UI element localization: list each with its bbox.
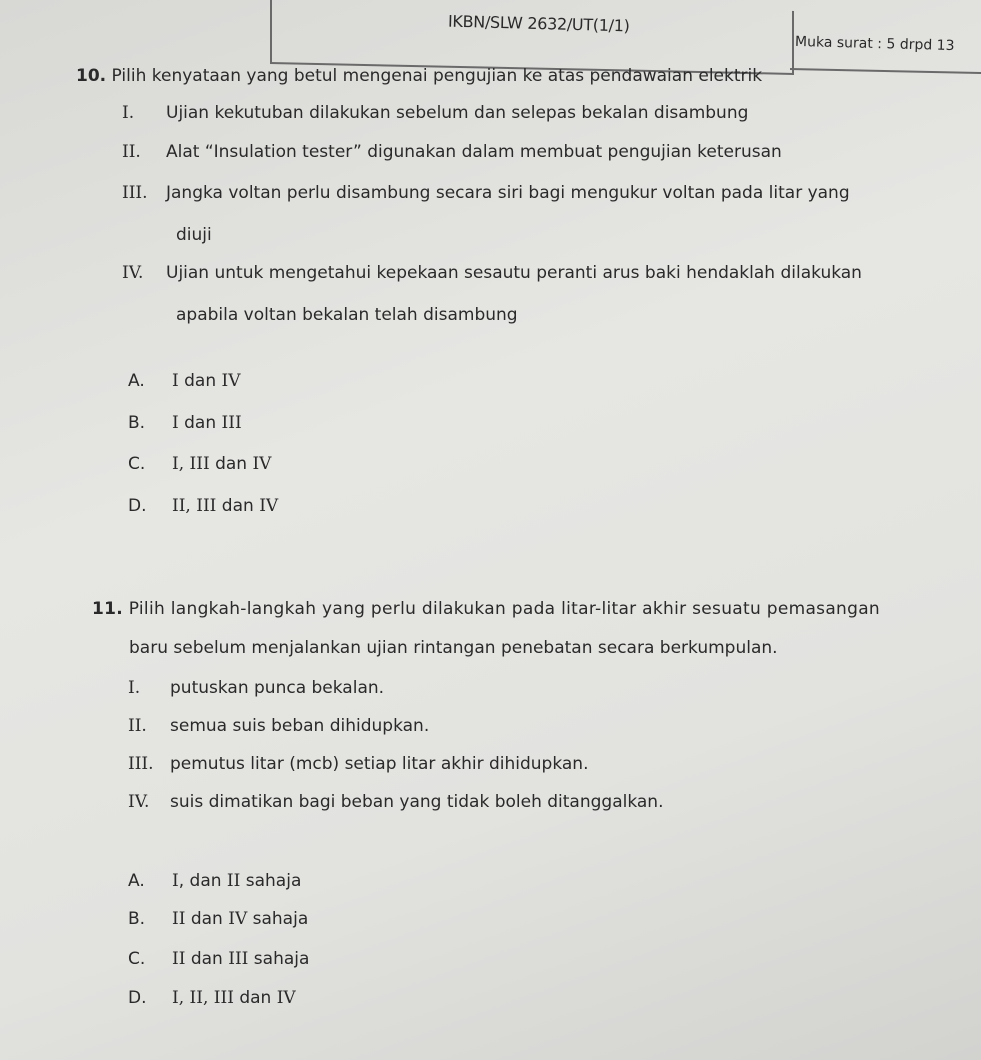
option-b[interactable]: B. II dan IV sahaja — [128, 909, 309, 929]
statement-i — [128, 678, 384, 698]
statement-roman: I. — [128, 678, 141, 698]
statement-roman: III. — [122, 183, 148, 203]
statement-text: Alat “Insulation tester” digunakan dalam membuat pengujian keterusan — [166, 142, 782, 162]
statement-text: putuskan punca bekalan. — [170, 678, 385, 698]
option-letter: A. — [128, 871, 145, 891]
question-10-stem — [76, 68, 762, 85]
statement-iv-cont: apabila voltan bekalan telah disambung — [176, 305, 518, 325]
option-letter: C. — [128, 454, 146, 474]
option-letter: D. — [128, 988, 147, 1008]
statement-text: semua suis beban dihidupkan. — [170, 716, 430, 736]
page-number: Muka surat : 5 drpd 13 — [794, 33, 955, 55]
question-text: Pilih kenyataan yang betul mengenai pengujian ke atas pendawaian elektrik — [111, 66, 763, 86]
option-a[interactable]: A. I, dan II sahaja — [128, 871, 302, 891]
statement-text: suis dimatikan bagi beban yang tidak boleh ditanggalkan. — [170, 792, 664, 812]
statement-roman: I. — [122, 103, 135, 123]
statement-roman: IV. — [128, 792, 150, 812]
option-letter: C. — [128, 949, 146, 969]
option-b[interactable]: B. I dan III — [128, 413, 242, 433]
statement-i — [122, 103, 748, 123]
paper-code: IKBN/SLW 2632/UT(1/1) — [447, 11, 630, 36]
question-number: 11. — [92, 599, 124, 619]
option-letter: D. — [128, 496, 147, 516]
question-text: Pilih langkah-langkah yang perlu dilakukan pada litar-litar akhir sesuatu pemasangan — [128, 599, 880, 619]
option-letter: A. — [128, 371, 145, 391]
option-d[interactable]: D. I, II, III dan IV — [128, 988, 296, 1008]
statement-ii — [128, 716, 429, 736]
question-number: 10. — [76, 66, 107, 86]
statement-iii — [128, 754, 588, 774]
statement-iv — [122, 263, 862, 283]
statement-text: Jangka voltan perlu disambung secara siri bagi mengukur voltan pada litar yang — [166, 183, 850, 203]
statement-ii — [122, 142, 782, 162]
statement-iv — [128, 792, 663, 812]
option-letter: B. — [128, 413, 146, 433]
option-c[interactable]: C. I, III dan IV — [128, 454, 272, 474]
question-11-stem — [92, 601, 880, 618]
statement-text: Ujian kekutuban dilakukan sebelum dan selepas bekalan disambung — [166, 103, 749, 123]
question-11-stem-cont: baru sebelum menjalankan ujian rintangan penebatan secara berkumpulan. — [129, 638, 778, 658]
statement-iii-cont: diuji — [176, 225, 212, 245]
statement-text: pemutus litar (mcb) setiap litar akhir dihidupkan. — [170, 754, 589, 774]
option-a[interactable]: A. I dan IV — [128, 371, 241, 391]
statement-roman: II. — [128, 716, 147, 736]
header-box — [270, 0, 794, 75]
option-c[interactable]: C. II dan III sahaja — [128, 949, 310, 969]
statement-roman: II. — [122, 142, 141, 162]
statement-text: Ujian untuk mengetahui kepekaan sesautu peranti arus baki hendaklah dilakukan — [166, 263, 862, 283]
option-letter: B. — [128, 909, 146, 929]
option-d[interactable]: D. II, III dan IV — [128, 496, 279, 516]
statement-roman: IV. — [122, 263, 144, 283]
statement-iii — [122, 183, 850, 203]
statement-roman: III. — [128, 754, 154, 774]
